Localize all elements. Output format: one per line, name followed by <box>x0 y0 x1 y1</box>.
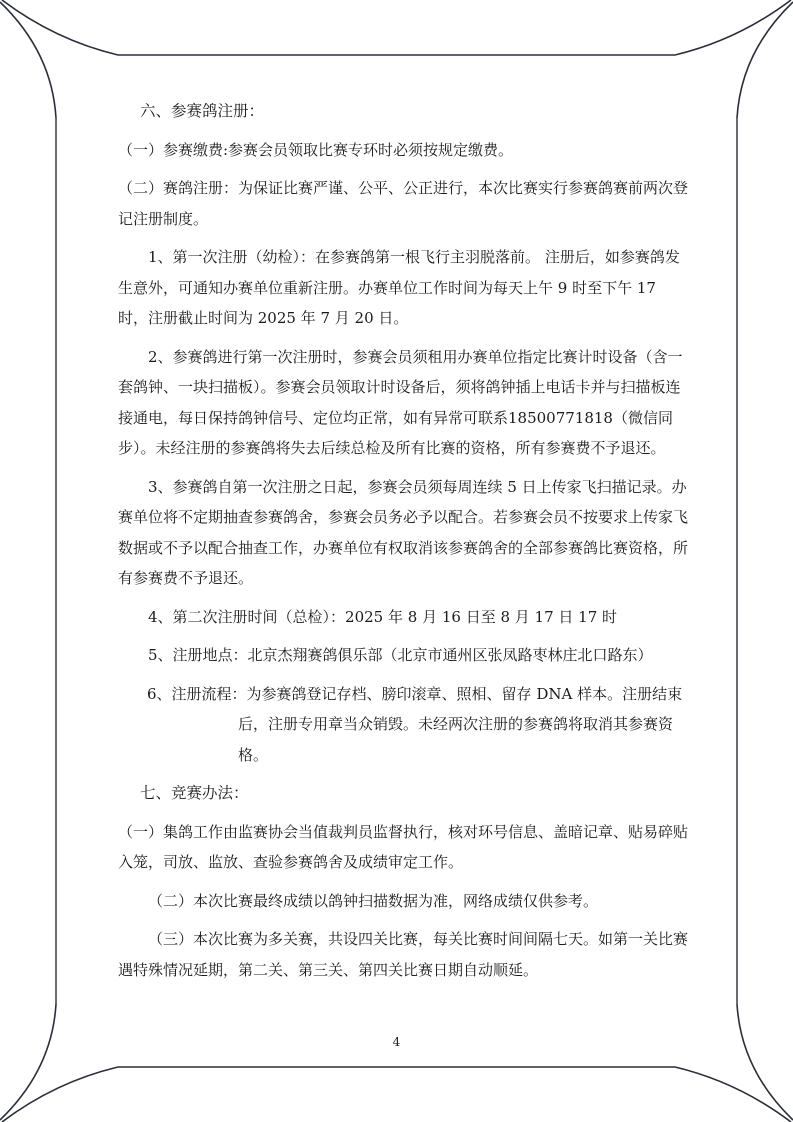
paragraph: （二）赛鸽注册：为保证比赛严谨、公平、公正进行，本次比赛实行参赛鸽赛前两次登记注册制度。 <box>118 179 689 228</box>
section-heading: 六、参赛鸽注册： <box>140 102 265 120</box>
paragraph: （一）集鸽工作由监赛协会当值裁判员监督执行，核对环号信息、盖暗记章、贴易碎贴入笼，司放、监放、查验参赛鸽舍及成绩审定工作。 <box>118 822 689 871</box>
paragraph: （三）本次比赛为多关赛，共设四关比赛，每关比赛时间间隔七天。如第一关比赛遇特殊情况延期，第二关、第三关、第四关比赛日期自动顺延。 <box>118 930 689 979</box>
document-body <box>118 96 688 993</box>
paragraph: 1、第一次注册（幼检）：在参赛鸽第一根飞行主羽脱落前。 注册后，如参赛鸽发生意外，可通知办赛单位重新注册。办赛单位工作时间为每天上午 9 时至下午 17 时，注册截止时间为 2025 年 7 月 20 日。 <box>118 248 680 327</box>
page-number: 4 <box>392 1035 401 1049</box>
paragraph: （一）参赛缴费:参赛会员领取比赛专环时必须按规定缴费。 <box>118 140 514 159</box>
paragraph: 3、参赛鸽自第一次注册之日起，参赛会员须每周连续 5 日上传家飞扫描记录。办赛单位将不定期抽查参赛鸽舍，参赛会员务必予以配合。若参赛会员不按要求上传家飞数据或不予以配合抽查工作，办赛单位有权取消该参赛鸽舍的全部参赛鸽比赛资格，所有参赛费不予退还。 <box>118 477 689 587</box>
paragraph: 2、参赛鸽进行第一次注册时，参赛会员须租用办赛单位指定比赛计时设备（含一套鸽钟、一块扫描板）。参赛会员领取计时设备后，须将鸽钟插上电话卡并与扫描板连接通电，每日保持鸽钟信号、定位均正常，如有异常可联系18500771818（微信同步）。未经注册的参赛鸽将失去后续总检及所有比赛的资格，所有参赛费不予退还。 <box>118 347 683 457</box>
section-heading: 七、竞赛办法： <box>140 784 249 802</box>
paragraph: （二）本次比赛最终成绩以鸽钟扫描数据为准，网络成绩仅供参考。 <box>148 891 599 910</box>
paragraph: 5、注册地点：北京杰翔赛鸽俱乐部（北京市通州区张凤路枣林庄北口路东） <box>148 646 653 664</box>
paragraph: 4、第二次注册时间（总检）：2025 年 8 月 16 日至 8 月 17 日 17 时 <box>148 607 618 626</box>
paragraph: 6、注册流程：为参赛鸽登记存档、膀印滚章、照相、留存 DNA 样本。注册结束后，注册专用章当众销毁。未经两次注册的参赛鸽将取消其参赛资格。 <box>147 684 683 764</box>
